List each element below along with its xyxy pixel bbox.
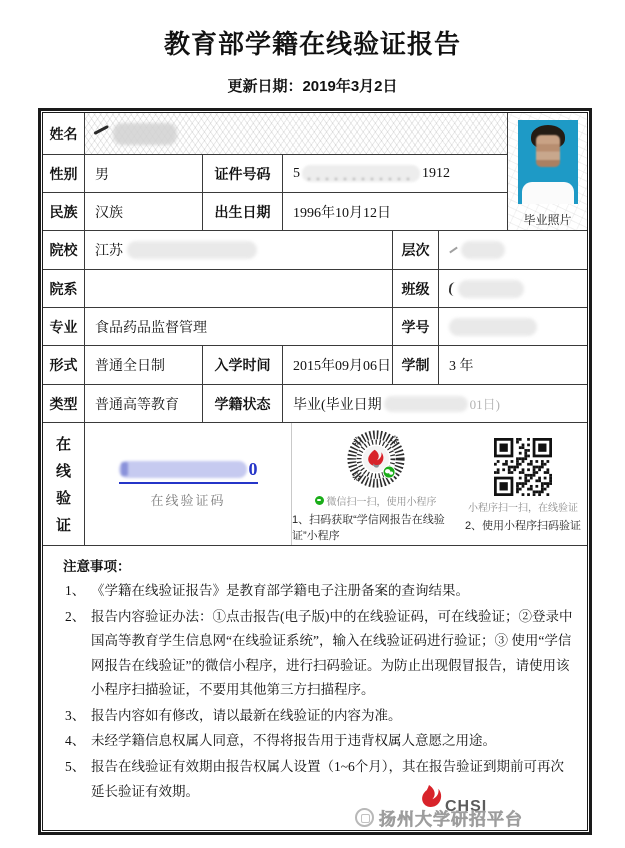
class-partial-glyph (448, 281, 456, 296)
note-item: 4、 未经学籍信息权属人同意，不得将报告用于违背权属人意愿之用途。 (65, 733, 496, 749)
row-major-sid (43, 308, 587, 346)
watermark-text: 扬州大学研招平台 (379, 810, 523, 829)
verification-code-link[interactable] (119, 459, 258, 484)
code-caption: 在线验证码 (150, 493, 226, 508)
level-redacted-blur (461, 241, 505, 259)
school-label: 院校 (43, 231, 85, 269)
document-border (38, 108, 592, 835)
major-value: 食品药品监督管理 (85, 308, 393, 345)
graduate-photo (518, 120, 578, 204)
sid-value (439, 308, 587, 345)
id-number-label: 证件号码 (203, 155, 283, 192)
wechat-icon (315, 496, 324, 505)
verification-section (43, 423, 587, 546)
wechat-hint: 微信扫一扫，使用小程序 (326, 496, 437, 508)
level-partial-glyph (449, 247, 458, 254)
row-ethnic-birth (43, 193, 508, 231)
name-partial-glyph (93, 125, 108, 135)
platform-watermark (355, 805, 523, 830)
ethnic-label: 民族 (43, 193, 85, 230)
note-item: 1、 《学籍在线验证报告》是教育部学籍电子注册备案的查询结果。 (65, 583, 469, 598)
photo-shirt (522, 182, 574, 204)
gender-label: 性别 (43, 155, 85, 192)
wechat-minicode-icon (345, 428, 407, 490)
page-title: 教育部学籍在线验证报告 (163, 29, 461, 59)
chsi-logo-text: CHSI (445, 798, 488, 815)
photo-caption: 毕业照片 (523, 213, 572, 227)
school-prefix: 江苏 (95, 244, 123, 259)
row-dept-class (43, 270, 587, 308)
type-label: 类型 (43, 385, 85, 422)
notes-heading: 注意事项： (63, 559, 131, 574)
student-identity-band (43, 113, 587, 231)
verification-code-block (85, 423, 291, 545)
name-label: 姓名 (43, 113, 85, 154)
enroll-value: 2015年09月06日 (283, 346, 393, 384)
row-gender-id (43, 155, 508, 193)
photo-cell (508, 113, 587, 231)
wechat-minicode-block (291, 423, 459, 545)
status-prefix: 毕业(毕业日期 (293, 397, 382, 413)
class-label: 班级 (393, 270, 439, 307)
sid-label: 学号 (393, 308, 439, 345)
school-redacted-blur (127, 241, 257, 259)
status-redacted-blur (384, 396, 468, 412)
sid-redacted-blur (449, 318, 537, 336)
code-suffix: 0 (248, 459, 258, 479)
qr-code-block (459, 423, 587, 545)
watermark-emblem-icon (355, 808, 374, 827)
wechat-step: 1、扫码获取“学信网报告在线验证”小程序 (292, 513, 445, 542)
school-value (85, 231, 393, 269)
status-label: 学籍状态 (203, 385, 283, 422)
verification-side-label: 在 线 验 证 (43, 423, 85, 545)
row-form-enroll-years (43, 346, 587, 385)
id-number-value (283, 155, 508, 192)
class-redacted-blur (458, 280, 524, 298)
ethnic-value: 汉族 (85, 193, 203, 230)
years-label: 学制 (393, 346, 439, 384)
id-suffix: 1912 (422, 165, 450, 181)
enroll-label: 入学时间 (203, 346, 283, 384)
status-value (283, 385, 587, 422)
qr-code (494, 438, 552, 496)
photo-face-blurred (536, 135, 560, 167)
footer-mark (355, 784, 585, 836)
document (42, 112, 588, 831)
dept-value-empty (85, 270, 393, 307)
level-label: 层次 (393, 231, 439, 269)
status-fragment: 01日) (469, 397, 501, 412)
code-redacted-blur (119, 461, 247, 478)
identity-left (43, 113, 508, 231)
dept-label: 院系 (43, 270, 85, 307)
note-item: 3、 报告内容如有修改，请以最新在线验证的内容为准。 (65, 707, 402, 723)
form-label: 形式 (43, 346, 85, 384)
update-date: 更新日期：2019年3月2日 (227, 78, 398, 95)
form-value: 普通全日制 (85, 346, 203, 384)
row-name (43, 113, 508, 155)
name-value-cell (85, 113, 508, 154)
qr-hint: 小程序扫一扫，在线验证 (468, 502, 578, 514)
type-value: 普通高等教育 (85, 385, 203, 422)
row-school-level (43, 231, 587, 270)
years-value: 3 年 (449, 359, 474, 374)
id-redacted-blur (302, 165, 420, 182)
notes-section (43, 546, 587, 804)
birth-label: 出生日期 (203, 193, 283, 230)
level-value (439, 231, 587, 269)
qr-step: 2、使用小程序扫码验证 (464, 519, 582, 532)
class-value (439, 270, 587, 307)
birth-value: 1996年10月12日 (283, 193, 508, 230)
gender-value: 男 (85, 155, 203, 192)
note-item: 5、 报告在线验证有效期由报告权属人设置（1~6个月），其在报告验证到期前可再次延长验证有效期。 (65, 758, 565, 799)
id-prefix: 5 (293, 165, 300, 181)
wechat-hint-row (315, 493, 437, 508)
note-item: 2、 报告内容验证办法：①点击报告(电子版)中的在线验证码，可在线验证；②登录中国高等教育学生信息网“在线验证系统”，输入在线验证码进行验证；③ 使用“学信网报告在线验证”的微信小程序，进行扫码验证。为防止出现假冒报告，请使用该小程序扫描验证，不要用其他第三方扫描程序。 (65, 608, 573, 698)
name-redacted-blur (113, 123, 177, 145)
row-type-status (43, 385, 587, 423)
major-label: 专业 (43, 308, 85, 345)
